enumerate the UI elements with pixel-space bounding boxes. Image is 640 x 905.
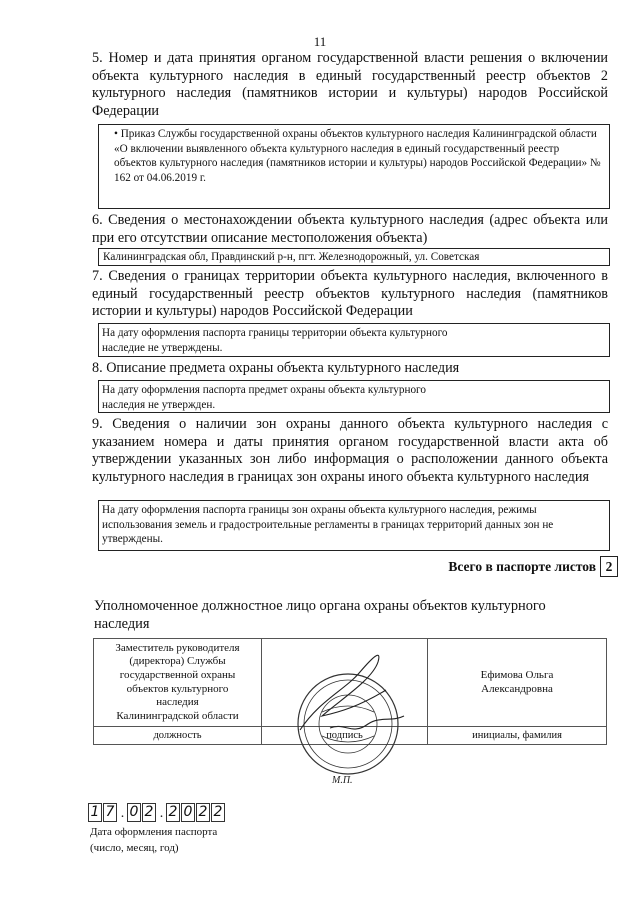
date-digit: 1 [88, 803, 102, 822]
section-6-box [98, 248, 610, 266]
name-cell [428, 639, 607, 727]
position-line: государственной охраны [119, 668, 236, 681]
section-5-value: Приказ Службы государственной охраны объектов культурного наследия Калининградской области «О включении выявленного объекта культурного наследия в единый государственный реестр объектов культурного наследия (памятников истории и культуры) народов Российской Федерации» № 162 от 04.06.2019 г. [114, 128, 601, 184]
section-6-number: 6. [92, 212, 103, 228]
position-line: Заместитель руководителя [115, 641, 240, 654]
signature-label: подпись [262, 727, 428, 745]
section-9-heading [92, 416, 608, 486]
signature-cell [262, 639, 428, 727]
position-line: объектов культурного [126, 682, 229, 695]
date-separator: . [120, 806, 125, 821]
section-9-number: 9. [92, 416, 103, 432]
name-line: Александровна [481, 682, 553, 695]
section-5-text: Номер и дата принятия органом государственной власти решения о включении объекта культурного наследия в единый государственный реестр объектов 2 культурного наследия (памятников истории и культуры) народов Российской Федерации [92, 50, 609, 119]
section-7-heading [92, 268, 608, 321]
date-digit: 0 [181, 803, 195, 822]
section-7-value: На дату оформления паспорта границы территории объекта культурного наследие не утверждены. [102, 327, 448, 354]
position-line: наследия [156, 696, 199, 709]
name-line: Ефимова Ольга [480, 668, 554, 681]
stamp-place-label: М.П. [332, 775, 353, 786]
date-caption-line: Дата оформления паспорта [90, 826, 218, 838]
section-8-box [98, 380, 610, 413]
total-sheets [448, 556, 618, 577]
section-6-heading [92, 212, 608, 247]
date-digit: 0 [127, 803, 141, 822]
position-line: (директора) Службы [129, 655, 226, 668]
section-8-value: На дату оформления паспорта предмет охраны объекта культурного наследия не утвержден. [102, 384, 426, 411]
section-8-text: Описание предмета охраны объекта культурного наследия [106, 360, 460, 376]
section-9-box [98, 500, 610, 551]
section-5-number: 5. [92, 50, 103, 66]
section-6-value: Калининградская обл, Правдинский р-н, пгт. Железнодорожный, ул. Советская [103, 251, 480, 263]
passport-date [88, 803, 226, 822]
position-cell [94, 639, 262, 727]
total-sheets-count: 2 [600, 556, 618, 577]
page-number: 11 [313, 34, 327, 49]
date-separator: . [159, 806, 164, 821]
date-caption [90, 824, 217, 856]
authorized-official-title: Уполномоченное должностное лицо органа охраны объектов культурного наследия [94, 598, 546, 632]
position-label: должность [94, 727, 262, 745]
name-label: инициалы, фамилия [428, 727, 607, 745]
date-digit: 2 [196, 803, 210, 822]
section-7-box [98, 323, 610, 357]
signature-table [93, 638, 607, 745]
position-line: Калининградской области [116, 709, 239, 722]
date-digit: 2 [142, 803, 156, 822]
section-6-text: Сведения о местонахождении объекта культурного наследия (адрес объекта или при его отсутствии описание местоположения объекта) [92, 212, 608, 246]
section-9-text: Сведения о наличии зон охраны данного объекта культурного наследия с указанием номера и даты принятия органом государственной власти акта об утверждении указанных зон либо информация о расположении данного объекта культурного наследия в границах зон охраны иного объекта культурного наследия [92, 416, 609, 485]
section-5-heading [92, 50, 608, 120]
date-digit: 2 [211, 803, 225, 822]
section-7-number: 7. [92, 268, 103, 284]
section-8-heading [92, 360, 608, 378]
date-digit: 7 [103, 803, 117, 822]
date-caption-line: (число, месяц, год) [90, 842, 179, 854]
date-digit: 2 [166, 803, 180, 822]
section-5-box [98, 124, 610, 209]
section-7-text: Сведения о границах территории объекта культурного наследия, включенного в единый государственный реестр объектов культурного наследия (памятников истории и культуры) народов Российской Федерации [92, 268, 609, 320]
total-sheets-label: Всего в паспорте листов [448, 558, 596, 574]
bullet-icon: • [114, 128, 118, 140]
section-9-value: На дату оформления паспорта границы зон охраны объекта культурного наследия, режимы использования земель и градостроительные регламенты в границах территорий данных зон не утверждены. [102, 504, 554, 546]
section-8-number: 8. [92, 360, 103, 376]
